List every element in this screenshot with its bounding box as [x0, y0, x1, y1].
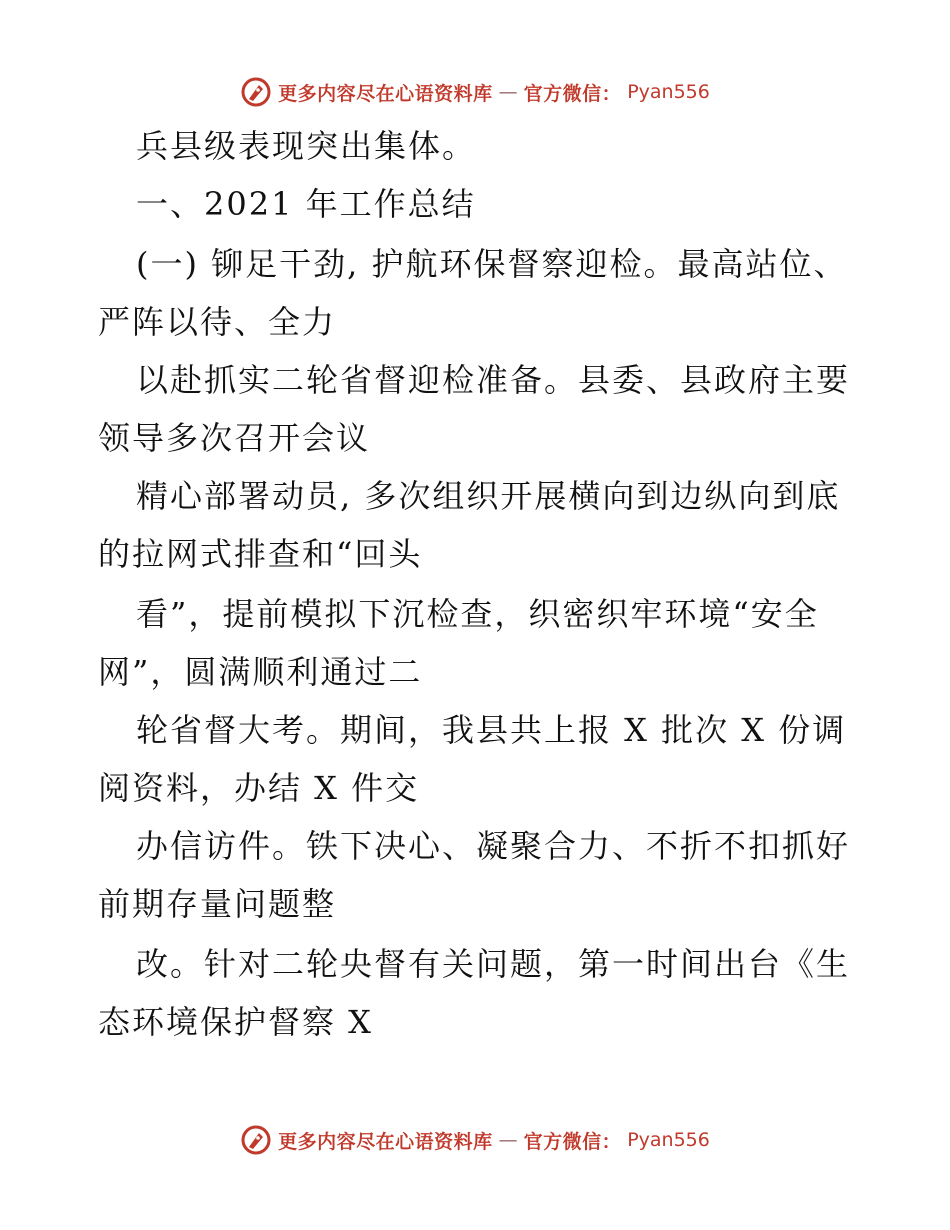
body-line: 前期存量问题整 — [98, 885, 337, 923]
body-line: 领导多次召开会议 — [98, 419, 371, 457]
body-line: 精心部署动员, 多次组织开展横向到边纵向到底 — [136, 477, 841, 515]
body-line: 改。针对二轮央督有关问题，第一时间出台《生 — [136, 945, 851, 983]
body-line: 网”，圆满顺利通过二 — [98, 653, 423, 691]
body-line: 严阵以待、全力 — [98, 303, 337, 341]
body-line: 阅资料，办结 X 件交 — [98, 769, 420, 807]
watermark-separator: — — [498, 1129, 518, 1151]
body-line: 兵县级表现突出集体。 — [136, 127, 477, 165]
header-watermark — [0, 72, 950, 112]
watermark-site-text: 更多内容尽在心语资料库 — [278, 82, 493, 105]
section-heading: 一、2021 年工作总结 — [136, 185, 476, 223]
watermark-contact-id: Pyan556 — [627, 81, 710, 103]
footer-watermark — [0, 1120, 950, 1160]
body-line: 办信访件。铁下决心、凝聚合力、不折不扣抓好 — [136, 827, 851, 865]
body-line: 态环境保护督察 X — [98, 1003, 373, 1041]
watermark-contact-label: 官方微信： — [523, 1130, 622, 1153]
pen-nib-circle-icon — [240, 76, 272, 108]
watermark-separator: — — [498, 81, 518, 103]
body-line: 的拉网式排查和“回头 — [98, 535, 423, 573]
body-line: 以赴抓实二轮省督迎检准备。县委、县政府主要 — [136, 361, 851, 399]
body-line: (一) 铆足干劲, 护航环保督察迎检。最高站位、 — [136, 245, 848, 283]
watermark-contact-label: 官方微信： — [523, 82, 622, 105]
body-line: 轮省督大考。期间，我县共上报 X 批次 X 份调 — [136, 711, 847, 749]
pen-nib-circle-icon — [240, 1124, 272, 1156]
body-line: 看”，提前模拟下沉检查，织密织牢环境“安全 — [136, 595, 819, 633]
watermark-contact-id: Pyan556 — [627, 1129, 710, 1151]
watermark-site-text: 更多内容尽在心语资料库 — [278, 1130, 493, 1153]
